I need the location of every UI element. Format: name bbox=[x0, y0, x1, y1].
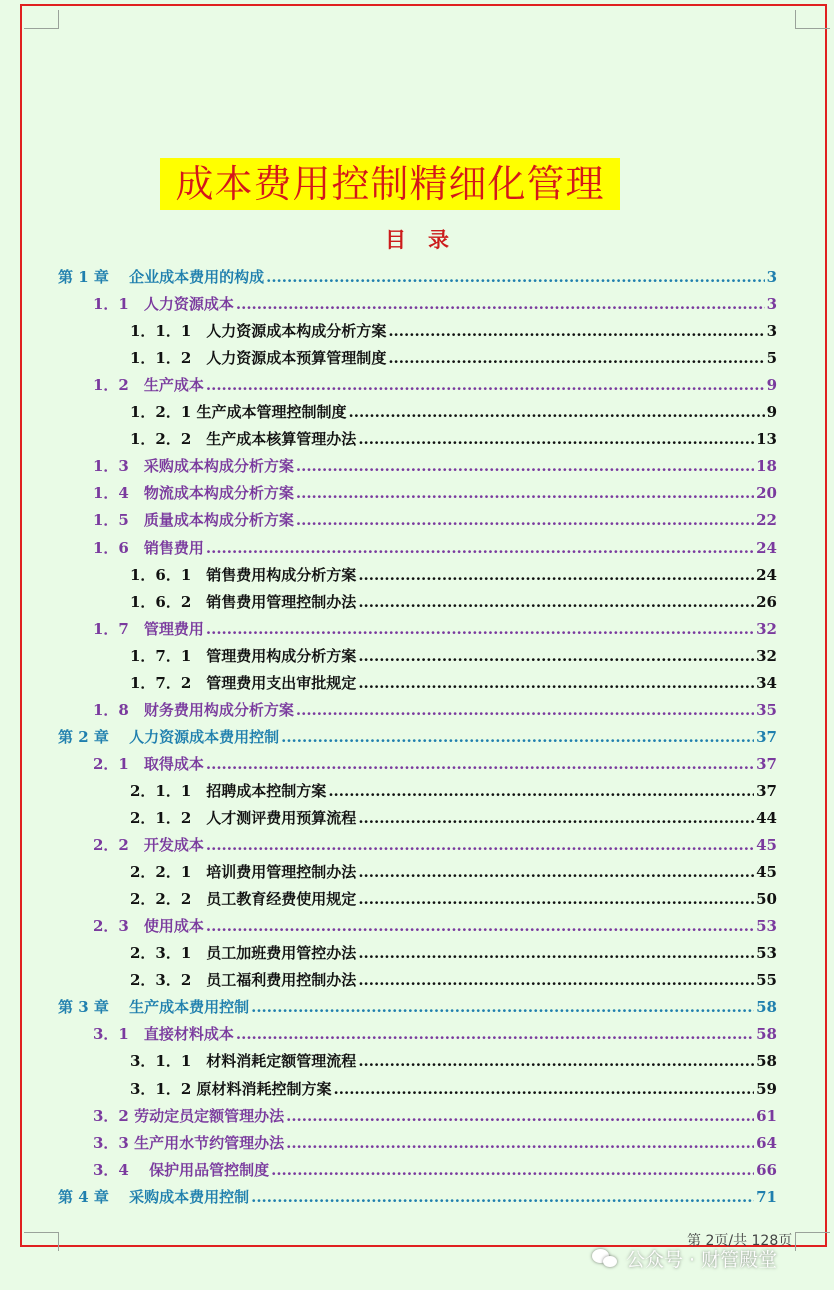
toc-entry[interactable] bbox=[130, 643, 777, 670]
toc-entry-title: 第 3 章 生产成本费用控制 bbox=[58, 998, 250, 1017]
toc-entry-title: 2．1．1 招聘成本控制方案 bbox=[130, 781, 327, 800]
toc-entry-title: 1．5 质量成本构成分析方案 bbox=[93, 511, 294, 530]
toc-dot-leader bbox=[206, 751, 754, 778]
toc-entry-title: 3．1．1 材料消耗定额管理流程 bbox=[130, 1052, 357, 1071]
toc-entry-page: 9 bbox=[766, 403, 777, 422]
toc-entry-title: 1．6．2 销售费用管理控制办法 bbox=[130, 592, 357, 611]
toc-dot-leader bbox=[358, 589, 754, 616]
toc-entry-title: 2．1 取得成本 bbox=[93, 754, 204, 773]
toc-dot-leader bbox=[358, 670, 754, 697]
toc-dot-leader bbox=[358, 940, 754, 967]
toc-entry-page: 44 bbox=[756, 809, 777, 827]
toc-entry-page: 64 bbox=[756, 1133, 777, 1152]
toc-entry-title: 1．7 管理费用 bbox=[93, 619, 204, 638]
toc-entry[interactable] bbox=[93, 1103, 777, 1130]
toc-entry-title: 2．3 使用成本 bbox=[93, 917, 204, 936]
toc-dot-leader bbox=[358, 886, 754, 913]
toc-entry[interactable] bbox=[58, 1184, 777, 1211]
toc-entry-title: 1．2．1 生产成本管理控制制度 bbox=[130, 403, 347, 422]
crop-mark-bottom-left bbox=[24, 1232, 59, 1251]
toc-entry-title: 2．2．1 培训费用管理控制办法 bbox=[130, 863, 357, 882]
toc-dot-leader bbox=[358, 562, 754, 589]
toc-dot-leader bbox=[206, 535, 754, 562]
toc-entry-title: 3．2 劳动定员定额管理办法 bbox=[93, 1106, 285, 1125]
watermark-text: 公众号 · 财管殿堂 bbox=[626, 1248, 778, 1271]
toc-dot-leader bbox=[251, 1184, 754, 1211]
wechat-icon bbox=[592, 1247, 620, 1269]
toc-entry-page: 58 bbox=[756, 998, 777, 1017]
toc-entry[interactable] bbox=[93, 1130, 777, 1157]
toc-entry-page: 50 bbox=[756, 890, 777, 909]
toc-entry[interactable] bbox=[93, 913, 777, 940]
toc-entry-title: 2．2．2 员工教育经费使用规定 bbox=[130, 890, 357, 909]
toc-dot-leader bbox=[388, 345, 764, 372]
toc-entry[interactable] bbox=[130, 778, 777, 805]
toc-entry[interactable] bbox=[93, 480, 777, 507]
toc-entry[interactable] bbox=[130, 1048, 777, 1075]
toc-entry[interactable] bbox=[130, 318, 777, 345]
toc-dot-leader bbox=[358, 643, 754, 670]
toc-entry-title: 1．1．1 人力资源成本构成分析方案 bbox=[130, 322, 387, 341]
toc-entry-title: 2．1．2 人才测评费用预算流程 bbox=[130, 809, 357, 827]
toc-entry-title: 第 4 章 采购成本费用控制 bbox=[58, 1187, 250, 1206]
toc-entry[interactable] bbox=[93, 832, 777, 859]
toc-entry-page: 61 bbox=[756, 1106, 777, 1125]
toc-entry[interactable] bbox=[93, 1021, 777, 1048]
toc-entry-page: 3 bbox=[766, 268, 777, 286]
crop-mark-bottom-right bbox=[795, 1232, 830, 1251]
toc-dot-leader bbox=[206, 913, 754, 940]
toc-entry-page: 71 bbox=[756, 1187, 777, 1206]
toc-entry[interactable] bbox=[130, 805, 777, 832]
toc-dot-leader bbox=[296, 480, 754, 507]
toc-dot-leader bbox=[236, 1021, 754, 1048]
toc-entry[interactable] bbox=[130, 1076, 777, 1103]
toc-entry-title: 2．3．1 员工加班费用管控办法 bbox=[130, 944, 357, 963]
toc-entry-page: 37 bbox=[756, 727, 777, 746]
toc-entry-title: 1．7．2 管理费用支出审批规定 bbox=[130, 673, 357, 692]
toc-entry-page: 66 bbox=[756, 1160, 777, 1179]
toc-entry-title: 3．1．2 原材料消耗控制方案 bbox=[130, 1079, 332, 1098]
toc-entry-page: 45 bbox=[756, 836, 777, 855]
toc-entry-title: 3．3 生产用水节约管理办法 bbox=[93, 1133, 285, 1152]
toc-entry[interactable] bbox=[93, 291, 777, 318]
toc-entry[interactable] bbox=[58, 724, 777, 751]
toc-entry[interactable] bbox=[130, 670, 777, 697]
toc-entry[interactable] bbox=[58, 264, 777, 291]
toc-entry[interactable] bbox=[130, 886, 777, 913]
toc-dot-leader bbox=[328, 778, 754, 805]
toc-entry-page: 59 bbox=[756, 1079, 777, 1098]
toc-entry-page: 5 bbox=[766, 349, 777, 368]
toc-entry-title: 1．2．2 生产成本核算管理办法 bbox=[130, 430, 357, 449]
toc-dot-leader bbox=[281, 724, 754, 751]
toc-dot-leader bbox=[271, 1157, 754, 1184]
toc-entry[interactable] bbox=[130, 589, 777, 616]
toc-entry-title: 第 1 章 企业成本费用的构成 bbox=[58, 268, 265, 286]
toc-entry-page: 58 bbox=[756, 1025, 777, 1044]
toc-entry[interactable] bbox=[130, 859, 777, 886]
toc-entry-title: 1．1．2 人力资源成本预算管理制度 bbox=[130, 349, 387, 368]
toc-entry[interactable] bbox=[130, 426, 777, 453]
toc-entry-title: 1．8 财务费用构成分析方案 bbox=[93, 700, 294, 719]
toc-entry[interactable] bbox=[130, 345, 777, 372]
toc-entry[interactable] bbox=[93, 535, 777, 562]
toc-entry-page: 53 bbox=[756, 917, 777, 936]
toc-entry-title: 2．2 开发成本 bbox=[93, 836, 204, 855]
toc-entry[interactable] bbox=[130, 562, 777, 589]
toc-entry-title: 1．4 物流成本构成分析方案 bbox=[93, 484, 294, 503]
toc-entry-page: 55 bbox=[756, 971, 777, 990]
toc-entry[interactable] bbox=[93, 1157, 777, 1184]
toc-entry-title: 2．3．2 员工福利费用控制办法 bbox=[130, 971, 357, 990]
toc-entry[interactable] bbox=[93, 453, 777, 480]
toc-entry-title: 1．3 采购成本构成分析方案 bbox=[93, 457, 294, 476]
toc-dot-leader bbox=[286, 1130, 754, 1157]
toc-entry[interactable] bbox=[130, 940, 777, 967]
toc-dot-leader bbox=[206, 372, 765, 399]
toc-dot-leader bbox=[251, 994, 754, 1021]
toc-dot-leader bbox=[206, 832, 754, 859]
toc-entry-title: 3．4 保护用品管控制度 bbox=[93, 1160, 270, 1179]
toc-dot-leader bbox=[388, 318, 764, 345]
page-counter: 第 2页/共 128页 bbox=[687, 1233, 793, 1249]
toc-entry-page: 58 bbox=[756, 1052, 777, 1071]
toc-entry-title: 1．2 生产成本 bbox=[93, 376, 204, 395]
toc-entry-page: 32 bbox=[756, 619, 777, 638]
toc-entry-title: 第 2 章 人力资源成本费用控制 bbox=[58, 727, 280, 746]
toc-dot-leader bbox=[296, 697, 754, 724]
toc-dot-leader bbox=[206, 616, 754, 643]
toc-dot-leader bbox=[266, 264, 764, 291]
toc-dot-leader bbox=[286, 1103, 754, 1130]
toc-dot-leader bbox=[358, 805, 754, 832]
toc-heading: 目录 bbox=[385, 227, 471, 252]
toc-entry-page: 34 bbox=[756, 673, 777, 692]
toc-entry-page: 35 bbox=[756, 700, 777, 719]
toc-dot-leader bbox=[358, 859, 754, 886]
toc-entry-page: 3 bbox=[766, 295, 777, 314]
toc-entry-page: 45 bbox=[756, 863, 777, 882]
toc-entry-page: 9 bbox=[766, 376, 777, 395]
crop-mark-top-right bbox=[795, 10, 830, 29]
toc-entry-title: 1．6 销售费用 bbox=[93, 538, 204, 557]
toc-entry[interactable] bbox=[130, 399, 777, 426]
toc-entry-title: 1．7．1 管理费用构成分析方案 bbox=[130, 646, 357, 665]
toc-dot-leader bbox=[334, 1076, 755, 1103]
toc-entry[interactable] bbox=[93, 372, 777, 399]
toc-entry-page: 37 bbox=[756, 754, 777, 773]
toc-entry-page: 24 bbox=[756, 565, 777, 584]
toc-entry-title: 1．1 人力资源成本 bbox=[93, 295, 234, 314]
toc-entry[interactable] bbox=[93, 751, 777, 778]
watermark bbox=[592, 1244, 777, 1272]
toc-dot-leader bbox=[349, 399, 765, 426]
toc-entry-page: 18 bbox=[756, 457, 777, 476]
toc-dot-leader bbox=[358, 426, 754, 453]
toc-entry-page: 22 bbox=[756, 511, 777, 530]
toc-dot-leader bbox=[358, 967, 754, 994]
toc-dot-leader bbox=[296, 453, 754, 480]
toc-entry-title: 3．1 直接材料成本 bbox=[93, 1025, 234, 1044]
toc-dot-leader bbox=[358, 1048, 754, 1075]
toc-dot-leader bbox=[296, 507, 754, 534]
toc-entry-page: 20 bbox=[756, 484, 777, 503]
toc-entry[interactable] bbox=[93, 507, 777, 534]
toc-entry-page: 24 bbox=[756, 538, 777, 557]
toc-entry-title: 1．6．1 销售费用构成分析方案 bbox=[130, 565, 357, 584]
toc-entry-page: 37 bbox=[756, 781, 777, 800]
toc-entry[interactable] bbox=[93, 616, 777, 643]
toc-entry[interactable] bbox=[58, 994, 777, 1021]
toc-entry[interactable] bbox=[130, 967, 777, 994]
crop-mark-top-left bbox=[24, 10, 59, 29]
toc-entry-page: 3 bbox=[766, 322, 777, 341]
toc-dot-leader bbox=[236, 291, 765, 318]
document-title: 成本费用控制精细化管理 bbox=[160, 158, 620, 210]
toc-entry-page: 13 bbox=[756, 430, 777, 449]
toc-entry-page: 26 bbox=[756, 592, 777, 611]
toc-entry-page: 32 bbox=[756, 646, 777, 665]
toc-entry-page: 53 bbox=[756, 944, 777, 963]
toc-entry[interactable] bbox=[93, 697, 777, 724]
